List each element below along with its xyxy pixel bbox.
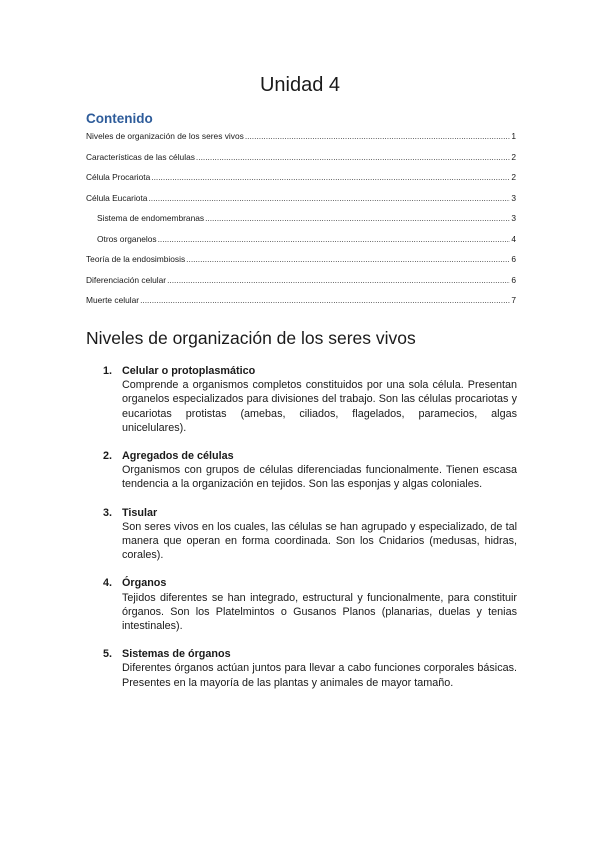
toc-item-label[interactable]: Muerte celular <box>86 295 140 305</box>
toc-item-page[interactable]: 3 <box>511 192 516 203</box>
list-item-number: 4. <box>103 577 113 590</box>
list-item-title: Agregados de células <box>122 450 234 463</box>
toc-item-page[interactable]: 7 <box>511 295 516 305</box>
toc-item-endosimbiosis[interactable] <box>86 253 516 274</box>
toc-item-page[interactable]: 4 <box>511 233 516 244</box>
toc-leader-dots <box>158 233 511 245</box>
toc-item-caracteristicas[interactable] <box>86 151 516 172</box>
toc-item-organelos[interactable] <box>86 233 516 254</box>
table-of-contents <box>86 130 516 315</box>
organization-levels-list <box>103 364 517 704</box>
toc-item-muerte[interactable] <box>86 294 516 315</box>
list-item <box>103 449 517 492</box>
toc-item-label[interactable]: Otros organelos <box>97 233 157 244</box>
toc-leader-dots <box>148 192 510 204</box>
list-item-title: Órganos <box>122 577 167 590</box>
list-item <box>103 364 517 435</box>
toc-item-label[interactable]: Diferenciación celular <box>86 274 167 285</box>
list-item-title: Celular o protoplasmático <box>122 365 256 377</box>
section-heading: Niveles de organización de los seres vivos <box>86 328 416 348</box>
list-item <box>103 506 517 563</box>
toc-leader-dots <box>196 151 510 163</box>
toc-item-page[interactable]: 3 <box>511 213 516 223</box>
list-item-description: Son seres vivos en los cuales, las células se han agrupado y especializado, de tal manera que operan en forma coordinada. Son los Cnidarios (medusas, hidras, corales). <box>122 520 517 562</box>
list-item-number: 3. <box>103 506 113 519</box>
toc-leader-dots <box>167 274 510 286</box>
toc-item-page[interactable]: 1 <box>511 131 516 141</box>
list-item-description: Tejidos diferentes se han integrado, estructural y funcionalmente, para constituir órganos. Son los Platelmintos o Gusanos Planos (planarias, duelas y tenias intestinales). <box>122 591 517 633</box>
toc-item-label[interactable]: Niveles de organización de los seres vivos <box>86 131 244 141</box>
toc-item-page[interactable]: 6 <box>511 274 516 285</box>
toc-item-eucariota[interactable] <box>86 192 516 213</box>
list-item-number: 5. <box>103 648 113 661</box>
toc-item-niveles[interactable] <box>86 130 516 151</box>
toc-leader-dots <box>205 212 510 224</box>
list-item <box>103 576 517 633</box>
list-item-description: Diferentes órganos actúan juntos para llevar a cabo funciones corporales básicas. Presentes en la mayoría de las plantas y animales de mayor tamaño. <box>122 662 517 689</box>
toc-item-label[interactable]: Célula Eucariota <box>86 192 148 203</box>
toc-item-label[interactable]: Sistema de endomembranas <box>97 213 205 223</box>
toc-leader-dots <box>245 130 511 142</box>
list-item-title: Sistemas de órganos <box>122 648 231 661</box>
toc-leader-dots <box>186 253 510 265</box>
list-item-description: Organismos con grupos de células diferenciadas funcionalmente. Tienen escasa tendencia a la organización en tejidos. Son las esponjas y algas coloniales. <box>122 464 517 491</box>
toc-item-endomembranas[interactable] <box>86 212 516 233</box>
toc-item-label[interactable]: Características de las células <box>86 151 195 162</box>
page-title: Unidad 4 <box>259 74 341 96</box>
toc-heading: Contenido <box>86 111 153 126</box>
toc-leader-dots <box>151 171 510 183</box>
toc-leader-dots <box>140 294 510 306</box>
toc-item-page[interactable]: 2 <box>511 151 516 162</box>
list-item <box>103 647 517 690</box>
list-item-title: Tisular <box>122 506 158 519</box>
list-item-number: 2. <box>103 450 113 463</box>
list-item-description: Comprende a organismos completos constituidos por una sola célula. Presentan organelos especializados para divisiones del trabajo. Son las células procariotas y eucariotas protistas (amebas, ciliados, flagelados, paramecios, algas unicelulares). <box>122 379 517 434</box>
list-item-number: 1. <box>103 365 113 377</box>
toc-item-diferenciacion[interactable] <box>86 274 516 295</box>
toc-item-procariota[interactable] <box>86 171 516 192</box>
toc-item-label[interactable]: Teoría de la endosimbiosis <box>86 254 186 264</box>
toc-item-page[interactable]: 2 <box>511 172 516 182</box>
toc-item-page[interactable]: 6 <box>511 254 516 264</box>
toc-item-label[interactable]: Célula Procariota <box>86 172 151 182</box>
